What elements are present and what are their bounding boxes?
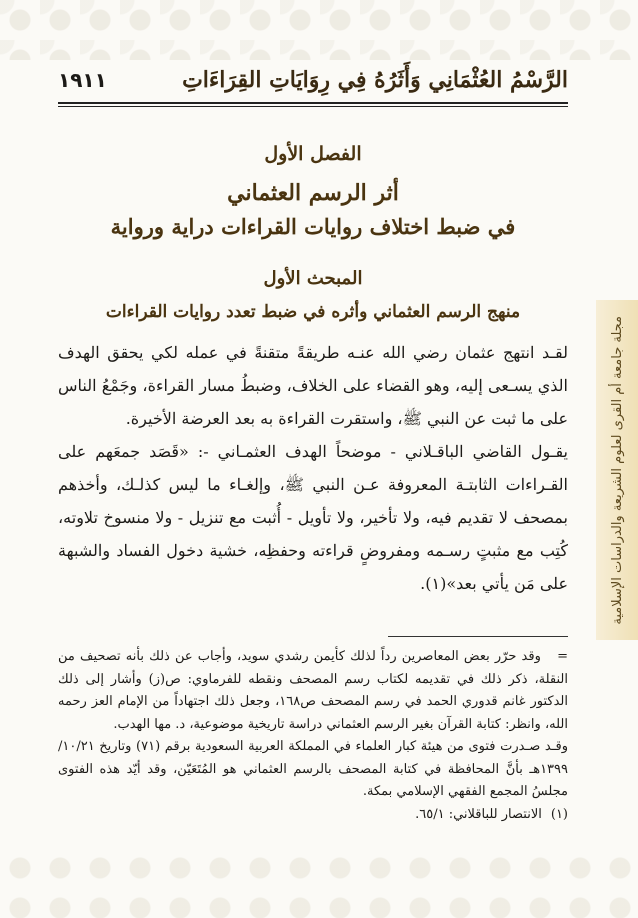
body-paragraph: يقـول القاضي الباقـلاني - موضحاً الهدف العثمـاني -: «قَصَد جمعَهم على القـراءات الثابتـة المعروفة عـن النبي ﷺ، وإلغـاء ما ليس كذلـك، وأخذهم بمصحف لا تقديم فيه، ولا تأخير، ولا تأويل - أُثبت مع تنزيل - ولا منسوخ تلاوته، كُتِب مع مثبتٍ رسـمه ومفروضٍ قراءته وحفظِه، خشية دخول الفساد والشبهة على مَن يأتي بعد»(١).: [58, 442, 568, 593]
footnote-fatwa: وقـد صـدرت فتوى من هيئة كبار العلماء في المملكة العربية السعودية برقم (٧١) وتاريخ ١٠/٢١/ ١٣٩٩هـ بأنَّ المحافظة في كتابة المصحف بالرسم العثماني هو المُتَعَيّن، وقد أيّد هذه الفتوى مجلسُ المجمع الفقهي الإسلامي بمكة.: [58, 739, 568, 799]
footnote-1-text: الانتصار للباقلاني: ٦٥/١.: [415, 806, 542, 822]
side-journal-text: مجلة جامعة أم القرى لعلوم الشريعة والدراسات الإسلامية: [609, 315, 625, 625]
chapter-heading: الفصل الأول: [264, 143, 362, 165]
footnote-1: [58, 804, 568, 827]
footnotes: [58, 646, 568, 826]
footnote-separator: [388, 636, 568, 637]
footnote-continuation: [58, 646, 568, 736]
footnote-continuation-mark: =: [557, 649, 568, 664]
running-title: الرَّسْمُ العُثْمَانِي وَأَثَرُهُ فِي رِوَايَاتِ القِرَاءَاتِ: [182, 67, 568, 93]
header-rule: [58, 102, 568, 104]
side-journal-band: [596, 300, 638, 640]
chapter-title-line1: أثر الرسم العثماني: [227, 180, 399, 206]
body-text: [58, 336, 568, 600]
header-rule-thin: [58, 106, 568, 107]
page-number: ١٩١١: [58, 68, 107, 92]
chapter-title-line2: في ضبط اختلاف روايات القراءات دراية ورواية: [110, 214, 516, 239]
section-heading: المبحث الأول: [263, 268, 363, 289]
footnote-1-mark: (١): [550, 806, 568, 822]
section-subtitle: منهج الرسم العثماني وأثره في ضبط تعدد روايات القراءات: [105, 302, 521, 322]
top-ornament-pattern: [0, 0, 638, 60]
body-paragraph: لقـد انتهج عثمان رضي الله عنـه طريقةً متقنةً في عمله لكي يحقق الهدف الذي يسـعى إليه، وهو القضاء على الخلاف، وضبطُ مسار القراءة، وجَمْعُ الناس على ما ثبت عن النبي ﷺ، واستقرت القراءة به بعد العرضة الأخيرة.: [58, 343, 568, 428]
bottom-ornament-pattern: [0, 848, 638, 918]
footnote-continuation-text: وقد حرّر بعض المعاصرين رداً لذلك كأيمن رشدي سويد، وأجاب عن ذلك بأنه تصحيف من النقلة، ذكر ذلك في تقديمه لكتاب رسم المصحف ونقطه للفرماوي: ص(ز) وأشار إلى ذلك الدكتور غانم قدوري الحمد في رسم المصحف ص١٦٨، وجعل ذلك اجتهاداً من الإمام العز رحمه الله، وانظر: كتابة القرآن بغير الرسم العثماني دراسة تاريخية موضوعية، د. مها الهدب.: [58, 649, 568, 732]
main-content: [58, 140, 568, 600]
page-header: [58, 62, 568, 98]
